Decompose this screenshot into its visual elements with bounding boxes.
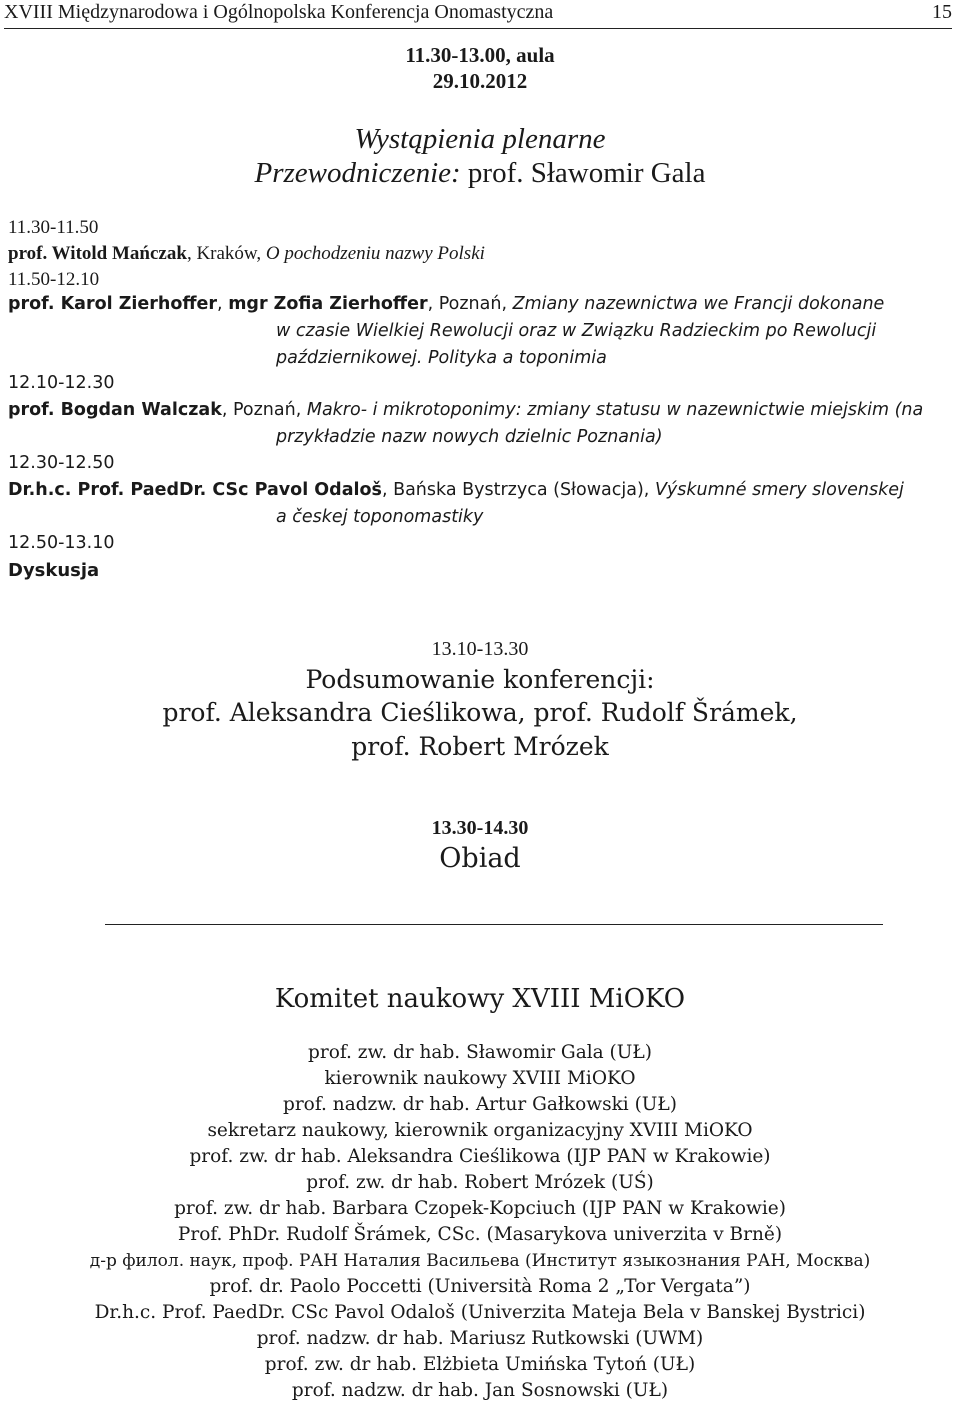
talk-1-time: 11.30-11.50 — [8, 217, 99, 238]
talk-4-speaker: Dr.h.c. Prof. PaedDr. CSc Pavol Odaloš — [8, 480, 382, 500]
committee-member-14: prof. nadzw. dr hab. Jan Sosnowski (UŁ) — [291, 1380, 669, 1401]
talk-1-title: O pochodzeniu nazwy Polski — [265, 243, 485, 264]
talk-2-title-line-1: Zmiany nazewnictwa we Francji dokonane — [512, 294, 885, 314]
chair-name: prof. Sławomir Gala — [467, 157, 706, 189]
committee-member-13: prof. zw. dr hab. Elżbieta Umińska Tytoń (UŁ) — [264, 1354, 696, 1375]
talk-2-speaker: prof. Karol Zierhoffer — [8, 294, 218, 314]
lunch-time: 13.30-14.30 — [431, 817, 529, 839]
committee-member-1: prof. zw. dr hab. Sławomir Gala (UŁ) — [308, 1042, 652, 1063]
committee-member-2: kierownik naukowy XVIII MiOKO — [324, 1068, 636, 1089]
talk-2-separator: , — [217, 294, 229, 314]
session-time-room: 11.30-13.00, aula — [405, 43, 555, 67]
talk-3-speaker: prof. Bogdan Walczak — [8, 400, 222, 420]
summary-heading: Podsumowanie konferencji: — [305, 665, 655, 694]
talk-4-time: 12.30-12.50 — [8, 453, 115, 473]
discussion-label: Dyskusja — [8, 560, 100, 581]
committee-member-4: sekretarz naukowy, kierownik organizacyjny XVIII MiOKO — [207, 1120, 753, 1141]
running-header — [4, 0, 952, 29]
discussion-time: 12.50-13.10 — [8, 533, 115, 553]
committee-member-9: д-р филол. наук, проф. РАН Наталия Васильева (Институт языкознания РАН, Москва) — [89, 1251, 871, 1271]
committee-member-6: prof. zw. dr hab. Robert Mrózek (UŚ) — [306, 1172, 654, 1193]
session-heading: Wystąpienia plenarne — [354, 123, 606, 155]
committee-member-5: prof. zw. dr hab. Aleksandra Cieślikowa (IJP PAN w Krakowie) — [189, 1146, 771, 1167]
talk-3-title-line-1: Makro- i mikrotoponimy: zmiany statusu w nazewnictwie miejskim (na — [306, 400, 924, 420]
talk-4-affiliation: , Bańska Bystrzyca (Słowacja), — [381, 480, 655, 500]
committee-member-3: prof. nadzw. dr hab. Artur Gałkowski (UŁ) — [283, 1094, 677, 1115]
talk-3-time: 12.10-12.30 — [8, 373, 115, 393]
talk-2-speaker-2: mgr Zofia Zierhoffer — [228, 294, 428, 314]
page-number: 15 — [932, 1, 952, 23]
talk-2-time: 11.50-12.10 — [8, 269, 100, 290]
talk-1 — [8, 240, 952, 267]
session-chair — [0, 156, 960, 190]
summary-line-2: prof. Robert Mrózek — [351, 732, 609, 761]
section-divider — [105, 924, 883, 925]
talk-1-speaker: prof. Witold Mańczak — [8, 243, 187, 264]
talk-3-affiliation: , Poznań, — [221, 400, 307, 420]
summary-time: 13.10-13.30 — [431, 638, 529, 660]
session-date: 29.10.2012 — [432, 69, 528, 93]
committee-member-7: prof. zw. dr hab. Barbara Czopek-Kopciuch (IJP PAN w Krakowie) — [174, 1198, 786, 1219]
talk-2-title-line-2: w czasie Wielkiej Rewolucji oraz w Związku Radzieckim po Rewolucji — [276, 321, 877, 341]
header-title: XVIII Międzynarodowa i Ogólnopolska Konferencja Onomastyczna — [4, 1, 554, 23]
committee-member-12: prof. nadzw. dr hab. Mariusz Rutkowski (UWM) — [256, 1328, 704, 1349]
talk-2-title-line-3: październikowej. Polityka a toponimia — [276, 348, 607, 368]
talk-1-affiliation: , Kraków, — [186, 243, 266, 264]
committee-heading: Komitet naukowy XVIII MiOKO — [274, 984, 686, 1014]
talk-4-title-line-1: Výskumné smery slovenskej — [654, 480, 904, 500]
summary-line-1: prof. Aleksandra Cieślikowa, prof. Rudolf Šrámek, — [162, 698, 798, 727]
talk-3-title-line-2: przykładzie nazw nowych dzielnic Poznania) — [276, 427, 663, 447]
talk-3 — [8, 397, 952, 451]
committee-member-11: Dr.h.c. Prof. PaedDr. CSc Pavol Odaloš (Univerzita Mateja Bela v Banskej Bystrici) — [94, 1302, 866, 1323]
committee-member-8: Prof. PhDr. Rudolf Šrámek, CSc. (Masarykova univerzita v Brně) — [177, 1224, 783, 1245]
lunch-label: Obiad — [439, 843, 521, 874]
talk-2 — [8, 291, 952, 372]
talk-2-affiliation: , Poznań, — [427, 294, 513, 314]
committee-member-10: prof. dr. Paolo Poccetti (Università Roma 2 „Tor Vergata”) — [209, 1276, 751, 1297]
talk-4-title-line-2: a českej toponomastiky — [276, 507, 484, 527]
chair-label: Przewodniczenie: — [254, 157, 461, 189]
talk-4 — [8, 477, 952, 531]
